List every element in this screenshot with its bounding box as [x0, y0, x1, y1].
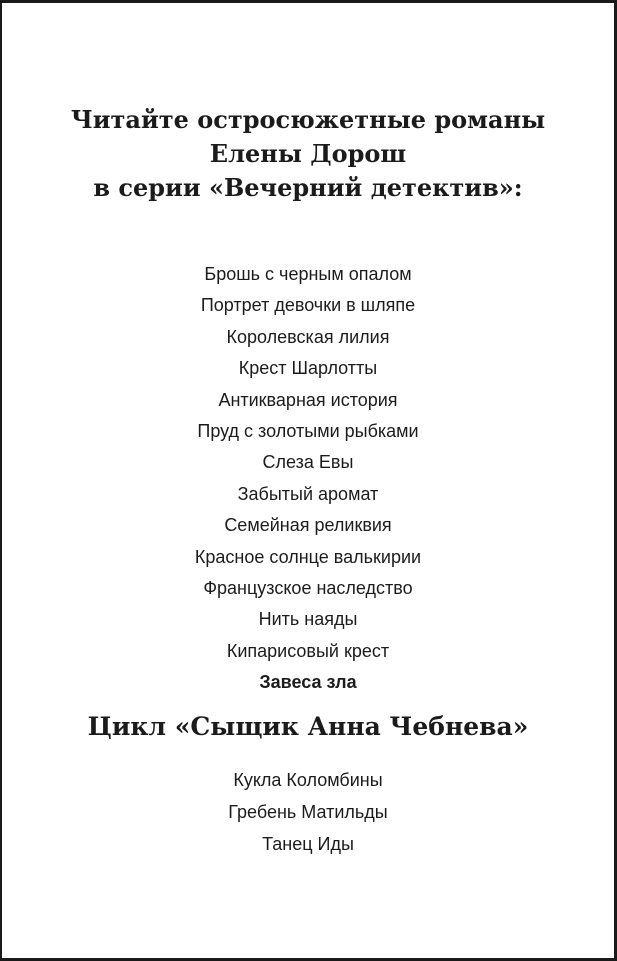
series-header-line-1: Читайте остросюжетные романы — [70, 105, 546, 134]
book-title: Королевская лилия — [226, 326, 390, 347]
book-title: Слеза Евы — [262, 452, 354, 473]
book-title: Гребень Матильды — [228, 802, 388, 823]
book-title: Танец Иды — [262, 834, 354, 855]
cycle-book-list — [2, 764, 614, 860]
book-title: Красное солнце валькирии — [194, 546, 422, 567]
book-title: Забытый аромат — [237, 483, 379, 504]
book-title: Крест Шарлотты — [238, 358, 378, 379]
book-title: Нить наяды — [258, 609, 358, 630]
book-title: Пруд с золотыми рыбками — [197, 420, 419, 441]
book-title-highlighted: Завеса зла — [259, 672, 357, 693]
book-title: Французское наследство — [203, 577, 413, 598]
book-title: Кипарисовый крест — [226, 640, 390, 661]
book-title: Портрет девочки в шляпе — [200, 295, 416, 316]
book-title: Кукла Коломбины — [233, 770, 383, 791]
book-title: Брошь с черным опалом — [204, 264, 412, 284]
series-header-line-3: в серии «Вечерний детектив»: — [93, 173, 523, 202]
series-header-line-2: Елены Дорош — [209, 139, 407, 168]
series-book-list — [2, 259, 614, 698]
book-title: Антикварная история — [218, 389, 398, 410]
book-title: Семейная реликвия — [224, 515, 392, 536]
cycle-header: Цикл «Сыщик Анна Чебнева» — [87, 712, 529, 742]
series-header — [2, 103, 614, 205]
